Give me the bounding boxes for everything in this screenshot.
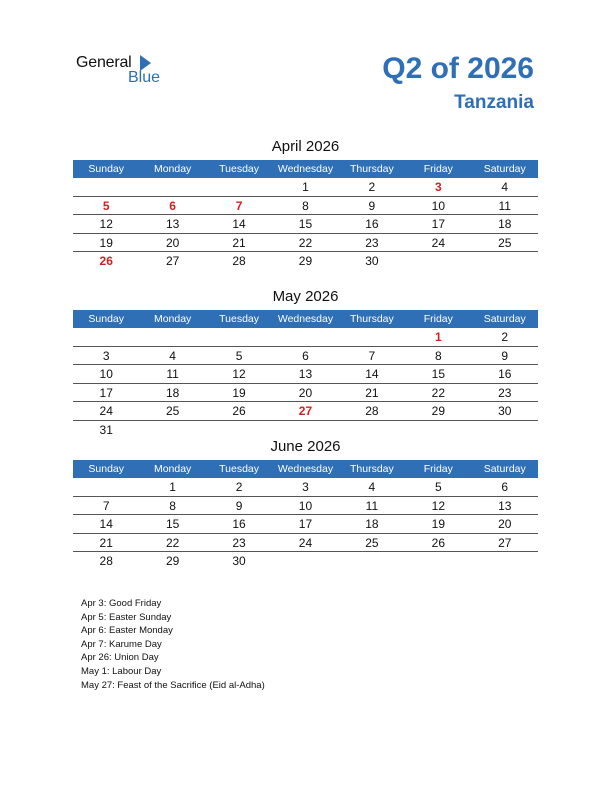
week-row bbox=[73, 552, 538, 570]
day-cell: 24 bbox=[99, 404, 113, 418]
day-cell: 18 bbox=[498, 217, 512, 231]
week-row bbox=[73, 234, 538, 253]
day-cell bbox=[272, 421, 338, 439]
week-row bbox=[73, 178, 538, 197]
day-cell: 12 bbox=[99, 217, 113, 231]
day-cell bbox=[339, 552, 405, 570]
day-cell: 29 bbox=[298, 254, 313, 268]
weekday-label: Thursday bbox=[350, 313, 394, 325]
day-cell: 13 bbox=[498, 498, 512, 513]
day-cell: 31 bbox=[99, 422, 113, 437]
weekday-label: Monday bbox=[153, 313, 192, 325]
week-row bbox=[73, 328, 538, 347]
day-cell: 8 bbox=[169, 498, 176, 513]
weekday-label: Friday bbox=[423, 463, 453, 475]
weekday-label: Tuesday bbox=[219, 163, 259, 175]
day-cell: 12 bbox=[232, 367, 246, 381]
day-cell: 11 bbox=[498, 198, 511, 213]
weekday-label: Sunday bbox=[88, 313, 125, 325]
day-cell: 28 bbox=[232, 254, 246, 268]
day-cell: 11 bbox=[365, 498, 379, 513]
day-cell: 14 bbox=[232, 217, 246, 231]
day-cell: 2 bbox=[501, 330, 509, 344]
weekday-label: Monday bbox=[153, 463, 192, 475]
day-cell bbox=[405, 421, 471, 439]
day-cell: 16 bbox=[498, 367, 512, 381]
day-cell: 25 bbox=[498, 235, 512, 250]
day-cell: 19 bbox=[99, 235, 113, 250]
day-cell: 16 bbox=[365, 217, 379, 231]
holiday-note: Apr 6: Easter Monday bbox=[81, 625, 173, 637]
day-cell bbox=[139, 328, 205, 346]
week-row bbox=[73, 197, 538, 216]
day-cell: 4 bbox=[169, 348, 176, 363]
day-cell: 17 bbox=[431, 217, 445, 231]
day-cell: 21 bbox=[365, 385, 379, 400]
day-cell: 30 bbox=[232, 554, 246, 568]
day-cell: 26 bbox=[99, 254, 113, 268]
weekday-label: Friday bbox=[423, 313, 453, 325]
day-cell: 15 bbox=[165, 517, 180, 531]
weekday-label: Saturday bbox=[483, 163, 526, 175]
day-cell bbox=[206, 421, 272, 439]
day-cell bbox=[73, 328, 139, 346]
week-row bbox=[73, 384, 538, 403]
month-april bbox=[73, 138, 538, 270]
day-cell: 10 bbox=[99, 367, 113, 381]
weekday-label: Wednesday bbox=[277, 463, 334, 475]
day-cell: 8 bbox=[302, 198, 309, 213]
day-cell: 28 bbox=[99, 554, 113, 568]
day-cell: 23 bbox=[365, 235, 379, 250]
month-title: May 2026 bbox=[272, 288, 339, 305]
day-cell: 17 bbox=[99, 385, 113, 400]
day-cell: 24 bbox=[298, 535, 313, 550]
day-cell: 1 bbox=[434, 330, 442, 344]
day-cell: 16 bbox=[232, 517, 246, 531]
day-cell: 27 bbox=[498, 535, 512, 550]
month-title: June 2026 bbox=[270, 438, 341, 455]
day-cell: 3 bbox=[434, 180, 442, 194]
day-cell: 13 bbox=[298, 367, 313, 381]
day-cell: 23 bbox=[498, 385, 512, 400]
day-cell: 12 bbox=[431, 498, 445, 513]
day-cell: 19 bbox=[431, 517, 445, 531]
holiday-note: May 27: Feast of the Sacrifice (Eid al-Adha) bbox=[81, 679, 265, 691]
weekday-label: Monday bbox=[153, 163, 192, 175]
weekday-label: Sunday bbox=[88, 163, 125, 175]
day-cell: 27 bbox=[165, 254, 180, 268]
day-cell: 5 bbox=[102, 198, 110, 213]
weekday-label: Thursday bbox=[350, 463, 394, 475]
page-title: Q2 of 2026 bbox=[382, 52, 534, 85]
day-cell: 8 bbox=[434, 348, 442, 363]
day-cell: 7 bbox=[368, 348, 376, 363]
day-cell: 26 bbox=[232, 404, 246, 418]
day-cell: 20 bbox=[165, 235, 180, 250]
day-cell bbox=[339, 421, 405, 439]
weekday-label: Tuesday bbox=[219, 463, 259, 475]
week-row bbox=[73, 252, 538, 270]
day-cell: 22 bbox=[165, 535, 180, 550]
day-cell: 1 bbox=[302, 180, 309, 194]
day-cell: 14 bbox=[365, 367, 379, 381]
day-cell: 1 bbox=[169, 480, 176, 494]
day-cell: 23 bbox=[232, 535, 246, 550]
day-cell: 19 bbox=[232, 385, 246, 400]
month-title: April 2026 bbox=[271, 138, 340, 155]
day-cell: 9 bbox=[235, 498, 243, 513]
day-cell bbox=[472, 552, 538, 570]
weekday-header bbox=[73, 160, 538, 178]
day-cell bbox=[405, 552, 471, 570]
logo-blue-text: Blue bbox=[128, 69, 161, 86]
day-cell: 3 bbox=[102, 348, 110, 363]
week-row bbox=[73, 515, 538, 534]
day-cell: 30 bbox=[498, 404, 512, 418]
holiday-note: May 1: Labour Day bbox=[81, 665, 162, 677]
day-cell: 25 bbox=[165, 404, 180, 418]
day-cell: 27 bbox=[298, 404, 313, 418]
holiday-note: Apr 5: Easter Sunday bbox=[81, 611, 172, 623]
day-cell: 22 bbox=[298, 235, 313, 250]
day-cell: 29 bbox=[165, 554, 180, 568]
day-cell: 4 bbox=[501, 180, 509, 194]
logo bbox=[76, 52, 176, 92]
day-cell: 13 bbox=[165, 217, 180, 231]
day-cell: 29 bbox=[431, 404, 445, 418]
day-cell: 15 bbox=[431, 367, 445, 381]
holiday-note: Apr 7: Karume Day bbox=[81, 638, 162, 650]
holiday-note: Apr 3: Good Friday bbox=[81, 598, 162, 609]
day-cell: 26 bbox=[431, 535, 445, 550]
country-name: Tanzania bbox=[454, 92, 534, 113]
weekday-label: Sunday bbox=[88, 463, 125, 475]
week-row bbox=[73, 478, 538, 497]
weekday-label: Wednesday bbox=[277, 163, 334, 175]
day-cell: 6 bbox=[501, 480, 509, 494]
day-cell: 28 bbox=[365, 404, 379, 418]
week-row bbox=[73, 347, 538, 366]
month-june bbox=[73, 438, 538, 570]
month-may bbox=[73, 288, 538, 438]
day-cell bbox=[272, 328, 338, 346]
day-cell bbox=[206, 328, 272, 346]
week-row bbox=[73, 215, 538, 234]
week-row bbox=[73, 421, 538, 439]
day-cell: 10 bbox=[431, 198, 445, 213]
day-cell: 11 bbox=[166, 367, 179, 381]
day-cell: 2 bbox=[235, 480, 243, 494]
day-cell: 30 bbox=[365, 254, 379, 268]
weekday-label: Saturday bbox=[483, 463, 526, 475]
weekday-label: Saturday bbox=[483, 313, 526, 325]
day-cell bbox=[139, 178, 205, 196]
weekday-label: Wednesday bbox=[277, 313, 334, 325]
day-cell: 4 bbox=[368, 480, 376, 494]
day-cell: 6 bbox=[169, 198, 176, 213]
holiday-notes bbox=[81, 597, 265, 692]
week-row bbox=[73, 365, 538, 384]
day-cell bbox=[472, 252, 538, 270]
day-cell: 22 bbox=[431, 385, 445, 400]
day-cell: 14 bbox=[99, 517, 113, 531]
day-cell: 2 bbox=[368, 180, 376, 194]
day-cell bbox=[139, 421, 205, 439]
day-cell: 24 bbox=[431, 235, 445, 250]
day-cell: 6 bbox=[302, 348, 309, 363]
day-cell: 21 bbox=[232, 235, 246, 250]
day-cell bbox=[405, 252, 471, 270]
day-cell: 5 bbox=[235, 348, 243, 363]
week-row bbox=[73, 497, 538, 516]
day-cell bbox=[472, 421, 538, 439]
day-cell: 15 bbox=[298, 217, 313, 231]
week-row bbox=[73, 534, 538, 553]
day-cell: 18 bbox=[365, 517, 379, 531]
weekday-header bbox=[73, 460, 538, 478]
day-cell: 9 bbox=[501, 348, 509, 363]
day-cell bbox=[272, 552, 338, 570]
weekday-label: Friday bbox=[423, 163, 453, 175]
day-cell: 3 bbox=[302, 480, 309, 494]
logo-general-text: General bbox=[76, 54, 132, 71]
weekday-header bbox=[73, 310, 538, 328]
day-cell: 9 bbox=[368, 198, 376, 213]
day-cell: 17 bbox=[298, 517, 313, 531]
day-cell: 18 bbox=[165, 385, 180, 400]
holiday-note: Apr 26: Union Day bbox=[81, 652, 159, 664]
day-cell bbox=[206, 178, 272, 196]
day-cell: 10 bbox=[298, 498, 313, 513]
weekday-label: Tuesday bbox=[219, 313, 259, 325]
day-cell: 7 bbox=[235, 198, 243, 213]
week-row bbox=[73, 402, 538, 421]
day-cell: 5 bbox=[434, 480, 442, 494]
day-cell: 7 bbox=[102, 498, 110, 513]
day-cell bbox=[339, 328, 405, 346]
day-cell bbox=[73, 178, 139, 196]
weekday-label: Thursday bbox=[350, 163, 394, 175]
day-cell: 20 bbox=[498, 517, 512, 531]
day-cell: 20 bbox=[298, 385, 313, 400]
day-cell: 25 bbox=[365, 535, 379, 550]
day-cell: 21 bbox=[99, 535, 113, 550]
day-cell bbox=[73, 478, 139, 496]
